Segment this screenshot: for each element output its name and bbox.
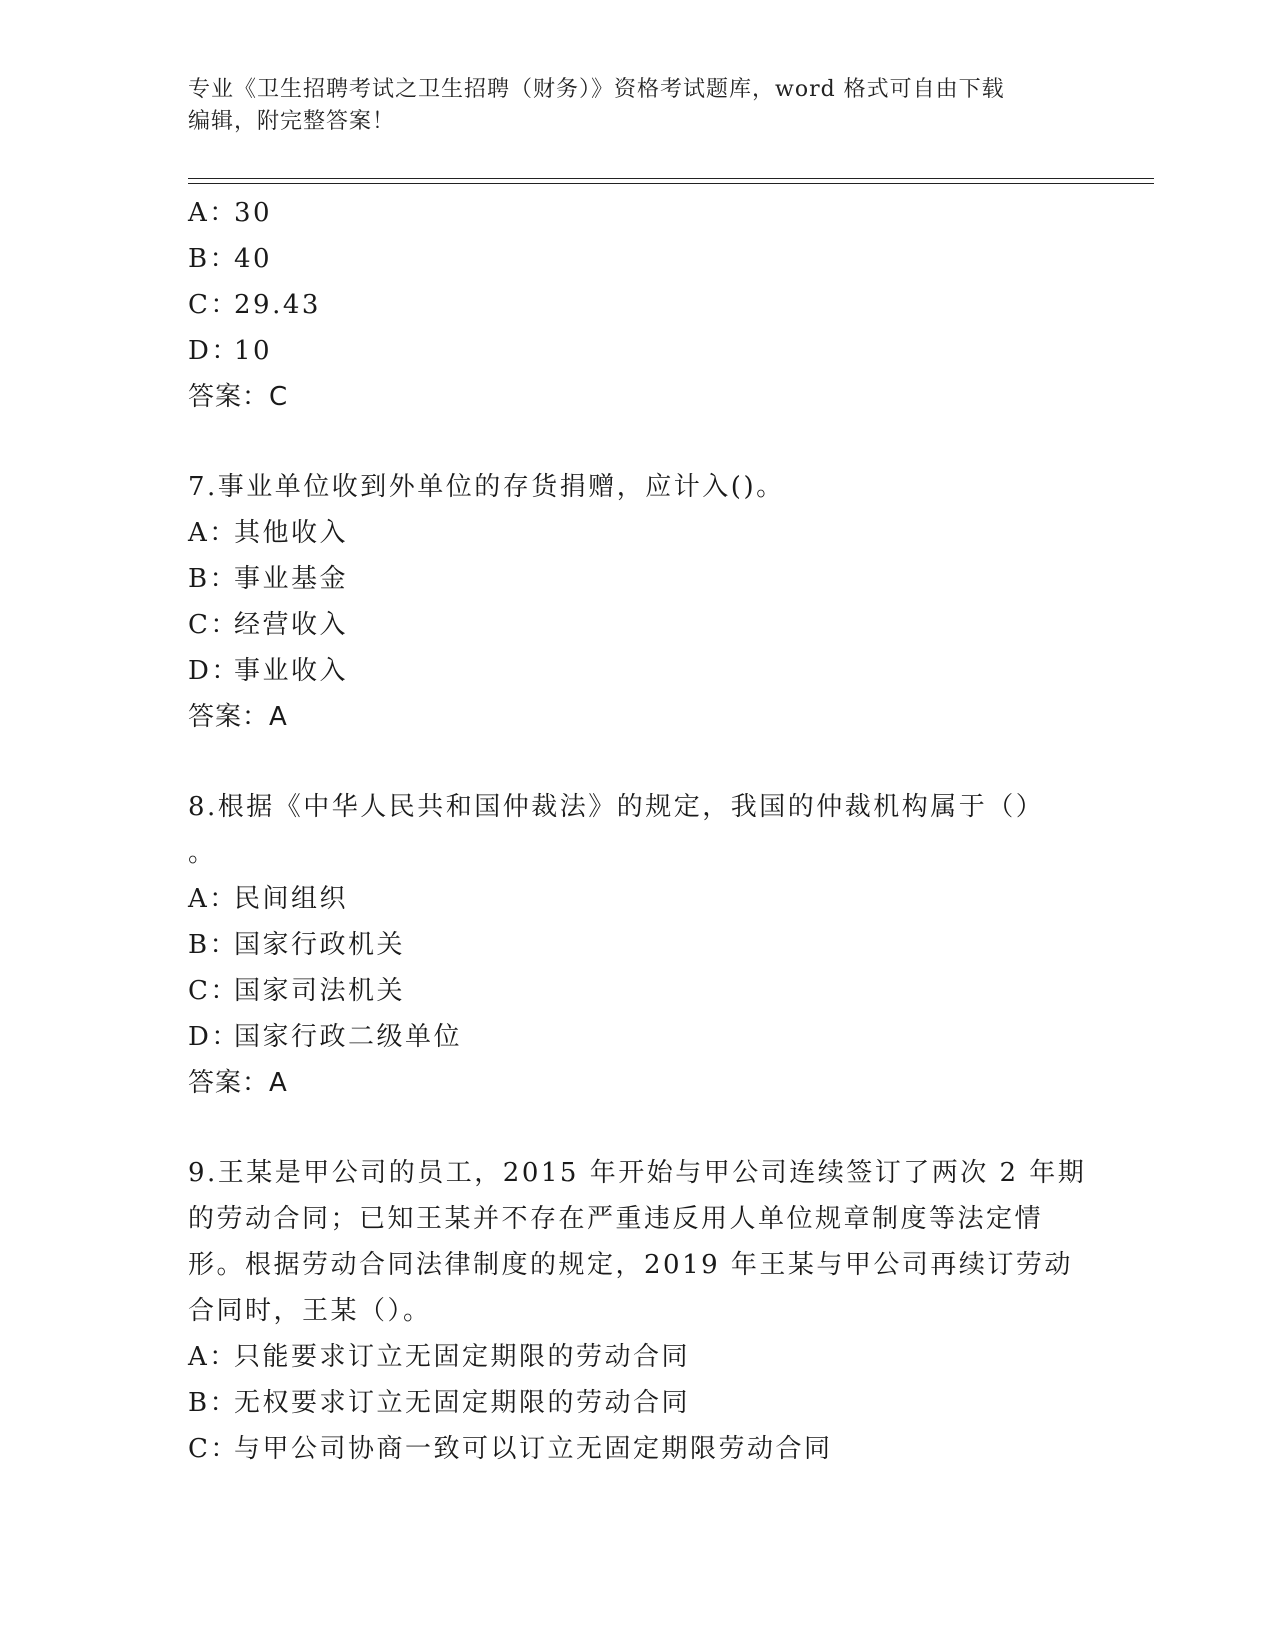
option-text: 经营收入 (234, 610, 349, 640)
option-letter: D： (188, 1022, 240, 1052)
option-text: 只能要求订立无固定期限的劳动合同 (234, 1342, 691, 1372)
option-c (188, 1426, 1068, 1472)
option-text: 事业收入 (234, 656, 349, 686)
spacer (188, 420, 1068, 464)
option-text: 国家行政二级单位 (234, 1022, 463, 1052)
question-stem (188, 784, 1068, 876)
question-8 (188, 784, 1068, 1106)
option-d (188, 648, 1068, 694)
answer-line: 答案：C (188, 382, 289, 412)
answer-line: 答案：A (188, 1068, 288, 1098)
question-stem-line: 形。根据劳动合同法律制度的规定，2019 年王某与甲公司再续订劳动 (188, 1250, 1073, 1280)
question-stem-line: 。 (188, 838, 217, 868)
option-letter: A： (188, 518, 238, 548)
option-b (188, 556, 1068, 602)
option-letter: C： (188, 290, 239, 320)
question-stem-line: 9.王某是甲公司的员工，2015 年开始与甲公司连续签订了两次 2 年期 (188, 1158, 1087, 1188)
option-text: 40 (234, 244, 273, 274)
question-9 (188, 1150, 1087, 1472)
question-6-tail (188, 190, 1068, 420)
option-letter: A： (188, 1342, 238, 1372)
option-text: 与甲公司协商一致可以订立无固定期限劳动合同 (234, 1434, 833, 1464)
header-line-2: 编辑，附完整答案！ (188, 109, 396, 134)
spacer (188, 1106, 1068, 1150)
option-text: 30 (234, 198, 273, 228)
option-a (188, 190, 1068, 236)
option-letter: B： (188, 1388, 239, 1418)
answer-line: 答案：A (188, 702, 288, 732)
option-text: 国家行政机关 (234, 930, 406, 960)
option-letter: A： (188, 198, 238, 228)
header-divider-bottom (188, 183, 1154, 184)
question-stem-line: 的劳动合同；已知王某并不存在严重违反用人单位规章制度等法定情 (188, 1204, 1044, 1234)
option-d (188, 1014, 1068, 1060)
question-list (188, 190, 1087, 1472)
question-stem-line: 合同时，王某（）。 (188, 1296, 432, 1326)
question-stem-line: 8.根据《中华人民共和国仲裁法》的规定，我国的仲裁机构属于（） (188, 792, 1045, 822)
option-text: 民间组织 (234, 884, 349, 914)
option-letter: B： (188, 930, 239, 960)
option-text: 无权要求订立无固定期限的劳动合同 (234, 1388, 691, 1418)
document-header (188, 74, 1078, 138)
option-letter: C： (188, 1434, 239, 1464)
option-b (188, 236, 1068, 282)
option-text: 29.43 (234, 290, 321, 320)
spacer (188, 740, 1068, 784)
option-letter: D： (188, 336, 240, 366)
option-text: 事业基金 (234, 564, 349, 594)
option-c (188, 282, 1068, 328)
option-b (188, 922, 1068, 968)
option-letter: D： (188, 656, 240, 686)
option-b (188, 1380, 1068, 1426)
option-letter: C： (188, 610, 239, 640)
option-text: 国家司法机关 (234, 976, 406, 1006)
question-7 (188, 464, 1068, 740)
option-text: 10 (234, 336, 273, 366)
header-divider-top (188, 178, 1154, 179)
option-letter: A： (188, 884, 238, 914)
option-a (188, 510, 1068, 556)
option-c (188, 602, 1068, 648)
option-letter: B： (188, 564, 239, 594)
option-c (188, 968, 1068, 1014)
option-a (188, 1334, 1068, 1380)
option-letter: C： (188, 976, 239, 1006)
option-d (188, 328, 1068, 374)
question-stem (188, 1150, 1087, 1334)
option-letter: B： (188, 244, 239, 274)
header-line-1: 专业《卫生招聘考试之卫生招聘（财务）》资格考试题库，word 格式可自由下载 (188, 77, 1005, 102)
question-stem-line: 7.事业单位收到外单位的存货捐赠，应计入()。 (188, 472, 785, 502)
option-text: 其他收入 (234, 518, 349, 548)
question-stem (188, 464, 1068, 510)
option-a (188, 876, 1068, 922)
